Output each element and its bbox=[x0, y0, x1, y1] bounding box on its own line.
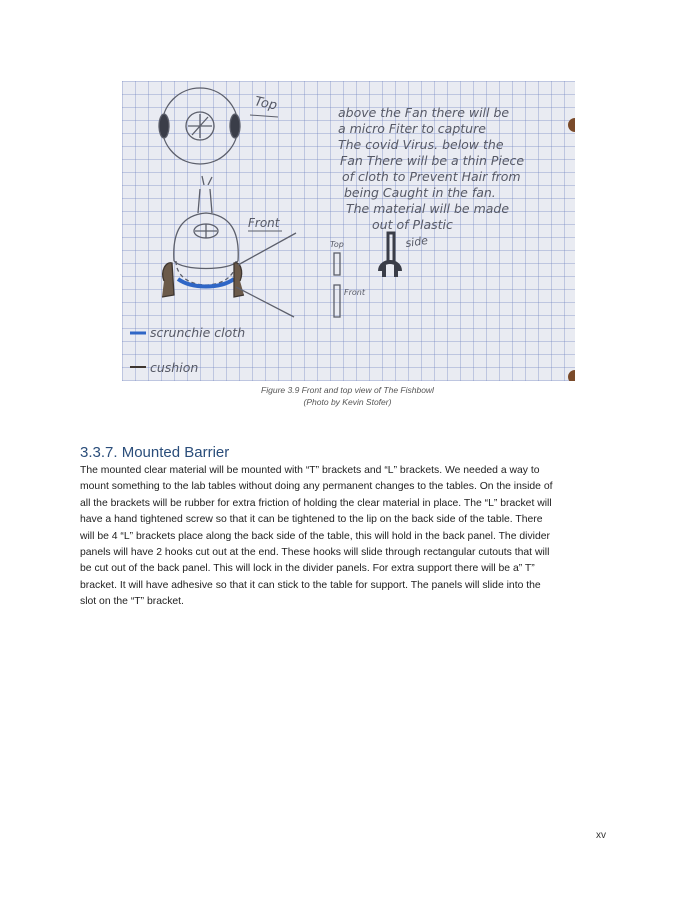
note-line: Fan There will be a thin Piece bbox=[340, 153, 525, 168]
front-view-sketch bbox=[162, 176, 296, 317]
note-line: out of Plastic bbox=[372, 217, 453, 232]
side-label: side bbox=[404, 233, 429, 250]
body-line: mount something to the lab tables without doing any permanent changes to the tables. On the inside of bbox=[80, 481, 553, 493]
note-line: above the Fan there will be bbox=[338, 105, 510, 120]
sketch-photo bbox=[122, 81, 575, 381]
top-view-sketch bbox=[159, 88, 240, 164]
small-front-label: Front bbox=[344, 288, 365, 297]
legend-cushion-label: cushion bbox=[150, 360, 199, 375]
body-line: will be 4 “L” brackets place along the back side of the table, this will hold in the back panel. The divider bbox=[80, 530, 550, 542]
body-line: bracket. It will have adhesive so that it can stick to the table for support. The panels will slide into the bbox=[80, 579, 541, 591]
note-line: being Caught in the fan. bbox=[344, 185, 496, 200]
figure-caption: Figure 3.9 Front and top view of The Fishbowl bbox=[261, 385, 434, 395]
body-line: The mounted clear material will be mounted with “T” brackets and “L” brackets. We needed a way to bbox=[80, 465, 540, 476]
small-top-label: Top bbox=[330, 240, 344, 249]
section-body bbox=[80, 463, 615, 611]
page-number: xv bbox=[596, 830, 606, 841]
body-line: all the brackets will be rubber for extra friction of holding the clear material in place. The “L” bracket will bbox=[80, 497, 552, 509]
binder-hole-mark bbox=[568, 118, 575, 132]
front-label: Front bbox=[248, 216, 280, 230]
note-line: The material will be made bbox=[346, 201, 510, 216]
binder-hole-mark bbox=[568, 370, 575, 381]
body-line: be cut out of the back panel. This will lock in the divider panels. For extra support there will be a” T” bbox=[80, 563, 535, 575]
note-line: of cloth to Prevent Hair from bbox=[342, 169, 521, 184]
sketch-legend bbox=[130, 325, 245, 375]
section-heading: 3.3.7. Mounted Barrier bbox=[80, 444, 230, 461]
figure-credit: (Photo by Kevin Stofer) bbox=[303, 397, 392, 407]
note-line: a micro Fiter to capture bbox=[338, 121, 486, 136]
note-line: The covid Virus. below the bbox=[338, 137, 504, 152]
top-label: Top bbox=[253, 94, 279, 114]
handwritten-notes bbox=[338, 105, 524, 232]
sketch-drawing bbox=[122, 81, 575, 381]
bracket-sketches bbox=[334, 233, 400, 317]
body-line: panels will have 2 hooks cut out at the end. These hooks will slide through rectangular cutouts that will bbox=[80, 547, 550, 559]
legend-scrunchie-label: scrunchie cloth bbox=[150, 325, 246, 340]
body-line: have a hand tightened screw so that it can be tightened to the lip on the back side of the table. There bbox=[80, 514, 543, 526]
body-line: slot on the “T” bracket. bbox=[80, 596, 184, 608]
